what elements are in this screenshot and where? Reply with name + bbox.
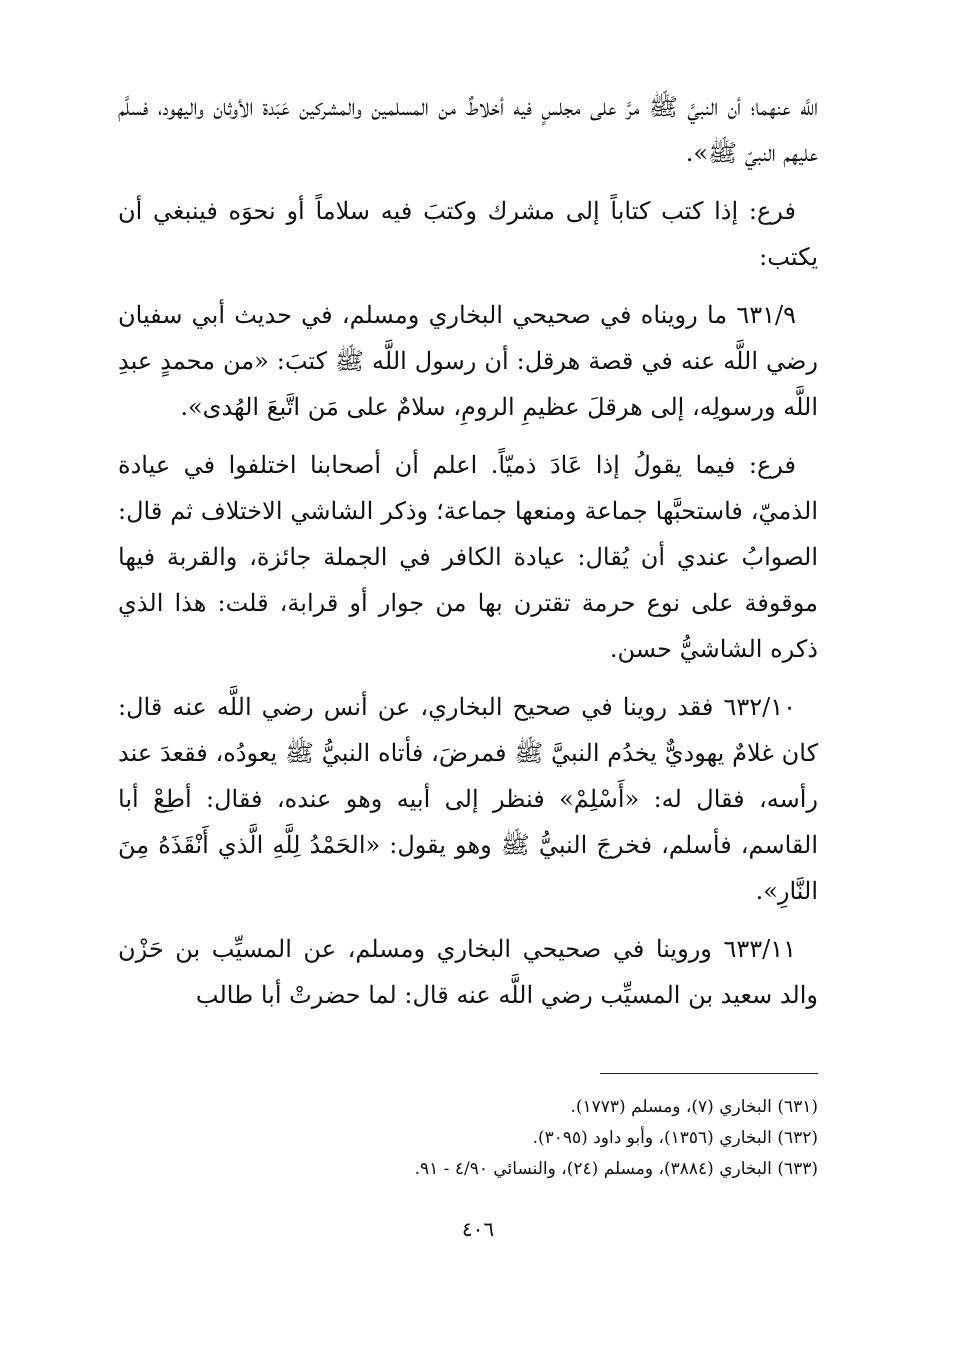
paragraph-branch-letter <box>118 188 818 280</box>
paragraph-text: ٦٣١/٩ ما رويناه في صحيحي البخاري ومسلم، في حديث أبي سفيان رضي اللَّه عنه في قصة هرقل: أن رسول اللَّه ﷺ كتبَ: «من محمدٍ عبدِ اللَّه ورسولِه، إلى هرقلَ عظيمِ الرومِ، سلامٌ على مَن اتَّبعَ الهُدى». <box>118 301 818 421</box>
paragraph-hadith-632 <box>118 684 818 914</box>
footnote-631: (٦٣١) البخاري (٧)، ومسلم (١٧٧٣). <box>570 1097 818 1117</box>
paragraph-text: فرع: فيما يقولُ إذا عَادَ ذميّاً. اعلم أن أصحابنا اختلفوا في عيادة الذميّ، فاستحبَّها جماعة ومنعها جماعة؛ وذكر الشاشي الاختلاف ثم قال: الصوابُ عندي أن يُقال: عيادة الكافر في الجملة جائزة، والقربة فيها موقوفة على نوع حرمة تقترن بها من جوار أو قرابة، قلت: هذا الذي ذكره الشاشيُّ حسن. <box>118 451 818 663</box>
footnotes <box>118 1092 818 1185</box>
paragraph-hadith-631 <box>118 292 818 430</box>
footnote-632: (٦٣٢) البخاري (١٣٥٦)، وأبو داود (٣٠٩٥). <box>532 1128 818 1148</box>
paragraph-branch-visiting <box>118 442 818 672</box>
paragraph-continuation: اللَّه عنهما؛ أن النبيَّ ﷺ مرَّ على مجلسٍ فيه أخلاطٌ من المسلمين والمشركين عَبَدة الأوثان واليهود، فسلَّم عليهم النبيّ ﷺ». <box>118 93 818 167</box>
footnote-divider <box>600 1073 818 1074</box>
main-text <box>118 84 818 1018</box>
paragraph-text: ٦٣٣/١١ وروينا في صحيحي البخاري ومسلم، عن المسيِّب بن حَزْن والد سعيد بن المسيِّب رضي اللَّه عنه قال: لما حضرتْ أبا طالب <box>118 935 818 1009</box>
paragraph-text: فرع: إذا كتب كتاباً إلى مشرك وكتبَ فيه سلاماً أو نحوَه فينبغي أن يكتب: <box>118 197 818 271</box>
page-number: ٤٠٦ <box>461 1217 495 1241</box>
paragraph-hadith-633 <box>118 926 818 1018</box>
paragraph-text: ٦٣٢/١٠ فقد روينا في صحيح البخاري، عن أنس رضي اللَّه عنه قال: كان غلامٌ يهوديٌّ يخدُم النبيَّ ﷺ فمرضَ، فأتاه النبيُّ ﷺ يعودُه، فقعدَ عند رأسه، فقال له: «أَسْلِمْ» فنظر إلى أبيه وهو عنده، فقال: أطِعْ أبا القاسم، فأسلم، فخرجَ النبيُّ ﷺ وهو يقول: «الحَمْدُ لِلَّهِ الَّذي أَنْقَذَهُ مِنَ النَّارِ». <box>118 693 818 905</box>
footnote-633: (٦٣٣) البخاري (٣٨٨٤)، ومسلم (٢٤)، والنسائي ٤/٩٠ - ٩١. <box>414 1159 818 1179</box>
